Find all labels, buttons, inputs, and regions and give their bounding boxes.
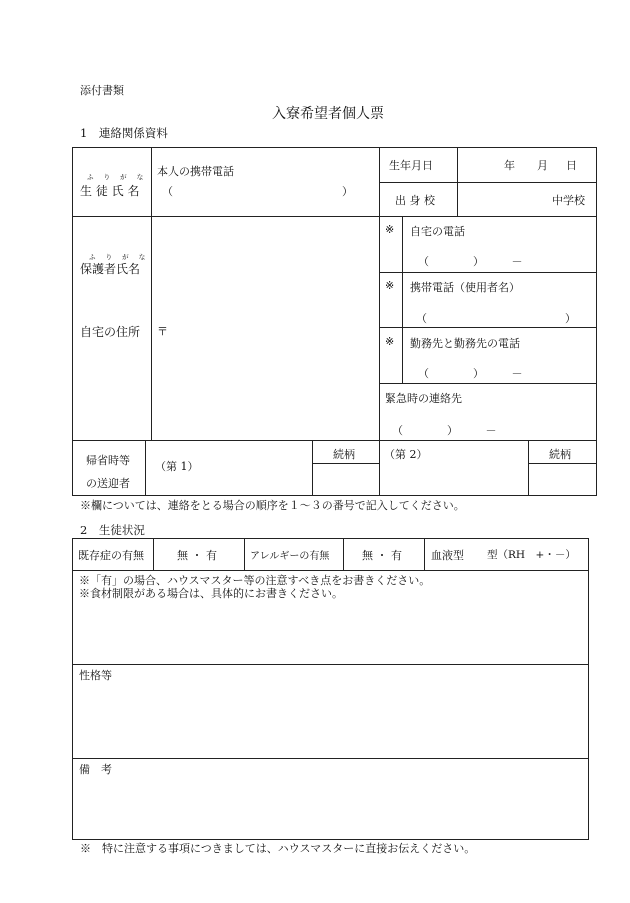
day-label: 日 xyxy=(566,159,577,172)
own-phone-close: ） xyxy=(342,185,353,198)
mobile-open: （ xyxy=(416,312,427,325)
personality-label: 性格等 xyxy=(79,669,112,682)
mark-1: ※ xyxy=(385,223,395,236)
notes-area xyxy=(72,570,589,840)
work-label: 勤務先と勤務先の電話 xyxy=(410,337,520,350)
year-label: 年 xyxy=(504,159,515,172)
mobile-label: 携帯電話（使用者名） xyxy=(410,281,520,294)
own-phone-open: （ xyxy=(162,185,173,198)
mobile-close: ） xyxy=(565,312,576,325)
emergency-label: 緊急時の連絡先 xyxy=(385,392,462,405)
birthdate-label: 生年月日 xyxy=(389,159,433,172)
allergy-options: 無 ・ 有 xyxy=(362,549,402,562)
mark-3: ※ xyxy=(385,335,395,348)
home-phone-format: （ ） － xyxy=(418,255,523,268)
pickup-label-2: の送迎者 xyxy=(86,477,130,490)
yes-note-1: ※「有」の場合、ハウスマスター等の注意すべき点をお書きください。 xyxy=(79,574,431,587)
blood-type-label: 血液型 xyxy=(431,549,464,562)
relation-label-2: 続柄 xyxy=(549,448,571,461)
pickup-label-1: 帰省時等 xyxy=(86,454,130,467)
own-phone-label: 本人の携帯電話 xyxy=(157,165,234,178)
first-contact-label: （第 1） xyxy=(155,460,199,473)
guardian-name-label: 保護者氏名 xyxy=(80,262,141,276)
yes-note-2: ※食材制限がある場合は、具体的にお書きください。 xyxy=(79,587,343,600)
address-label: 自宅の住所 xyxy=(80,325,141,339)
contact-order-note: ※欄については、連絡をとる場合の順序を１～３の番号で記入してください。 xyxy=(80,499,465,512)
mark-2: ※ xyxy=(385,279,395,292)
postal-mark: 〒 xyxy=(157,325,168,338)
remarks-label: 備 考 xyxy=(79,763,112,776)
emergency-format: （ ） － xyxy=(392,424,497,437)
home-phone-label: 自宅の電話 xyxy=(410,225,465,238)
middle-school-label: 中学校 xyxy=(552,194,585,207)
attachment-label: 添付書類 xyxy=(80,84,124,97)
second-contact-label: （第 2） xyxy=(384,448,428,461)
month-label: 月 xyxy=(537,159,548,172)
blood-type-format: 型（RH +・－） xyxy=(487,549,576,561)
school-label: 出 身 校 xyxy=(395,194,435,207)
allergy-label: アレルギーの有無 xyxy=(250,551,330,562)
student-name-label: 生 徒 氏 名 xyxy=(80,184,140,198)
disease-label: 既存症の有無 xyxy=(78,549,144,562)
disease-options: 無 ・ 有 xyxy=(177,549,217,562)
student-name-ruby: ふ り が な xyxy=(87,173,148,181)
section2-heading: 2 生徒状況 xyxy=(80,523,145,537)
relation-label-1: 続柄 xyxy=(333,448,355,461)
footer-note: ※ 特に注意する事項につきましては、ハウスマスターに直接お伝えください。 xyxy=(80,842,476,855)
work-format: （ ） － xyxy=(418,367,523,380)
guardian-ruby: ふ り が な xyxy=(89,253,150,261)
document-title: 入寮希望者個人票 xyxy=(272,106,384,122)
section1-heading: 1 連絡関係資料 xyxy=(80,126,168,140)
